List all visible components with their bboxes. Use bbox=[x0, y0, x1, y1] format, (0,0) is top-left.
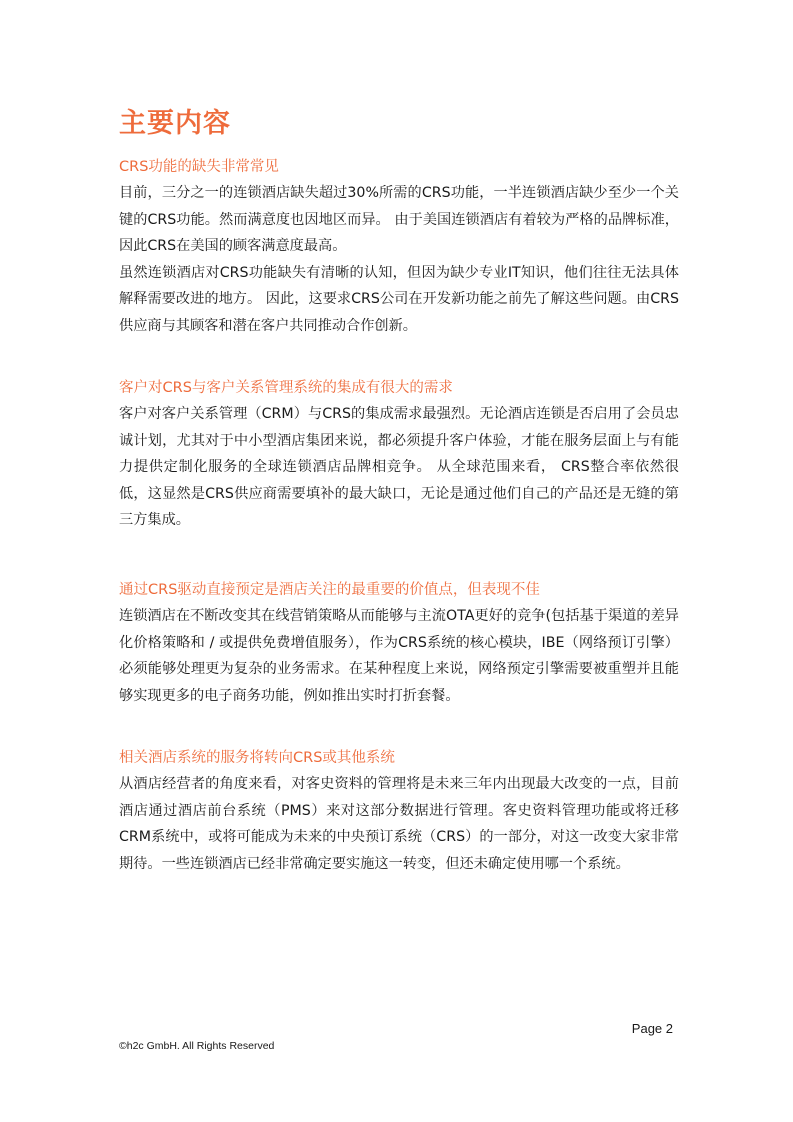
section-paragraph: 虽然连锁酒店对CRS功能缺失有清晰的认知，但因为缺少专业IT知识，他们往往无法具体解释需要改进的地方。 因此，这要求CRS公司在开发新功能之前先了解这些问题。由CRS供应商与其顾客和潜在客户共同推动合作创新。 bbox=[119, 264, 679, 334]
section-heading: 通过CRS驱动直接预定是酒店关注的最重要的价值点，但表现不佳 bbox=[119, 582, 540, 598]
section-heading: 客户对CRS与客户关系管理系统的集成有很大的需求 bbox=[119, 380, 453, 396]
section-crm-integration bbox=[119, 376, 679, 534]
section-direct-booking bbox=[119, 578, 679, 709]
section-paragraph: 连锁酒店在不断改变其在线营销策略从而能够与主流OTA更好的竞争(包括基于渠道的差异化价格策略和 / 或提供免费增值服务），作为CRS系统的核心模块，IBE（网络预订引擎）必须能够处理更为复杂的业务需求。在某种程度上来说，网络预定引擎需要被重塑并且能够实现更多的电子商务功能，例如推出实时打折套餐。 bbox=[119, 608, 679, 704]
copyright-notice: ©h2c GmbH. All Rights Reserved bbox=[119, 1040, 275, 1052]
page-number: Page 2 bbox=[631, 1021, 673, 1036]
section-paragraph: 从酒店经营者的角度来看，对客史资料的管理将是未来三年内出现最大改变的一点，目前酒店通过酒店前台系统（PMS）来对这部分数据进行管理。客史资料管理功能或将迁移CRM系统中，或将可能成为未来的中央预订系统（CRS）的一部分，对这一改变大家非常期待。一些连锁酒店已经非常确定要实施这一转变，但还未确定使用哪一个系统。 bbox=[119, 776, 679, 872]
section-paragraph: 目前，三分之一的连锁酒店缺失超过30%所需的CRS功能，一半连锁酒店缺少至少一个关键的CRS功能。然而满意度也因地区而异。 由于美国连锁酒店有着较为严格的品牌标准，因此CRS在美国的顾客满意度最高。 bbox=[119, 185, 679, 254]
page-title: 主要内容 bbox=[119, 108, 231, 139]
section-crs-function-gaps bbox=[119, 155, 679, 339]
section-paragraph: 客户对客户关系管理（CRM）与CRS的集成需求最强烈。无论酒店连锁是否启用了会员忠诚计划，尤其对于中小型酒店集团来说，都必须提升客户体验，才能在服务层面上与有能力提供定制化服务的全球连锁酒店品牌相竞争。 从全球范围来看， CRS整合率依然很低，这显然是CRS供应商需要填补的最大缺口，无论是通过他们自己的产品还是无缝的第三方集成。 bbox=[119, 406, 679, 528]
section-heading: CRS功能的缺失非常常见 bbox=[119, 159, 279, 175]
section-heading: 相关酒店系统的服务将转向CRS或其他系统 bbox=[119, 750, 395, 766]
section-system-migration bbox=[119, 746, 679, 877]
